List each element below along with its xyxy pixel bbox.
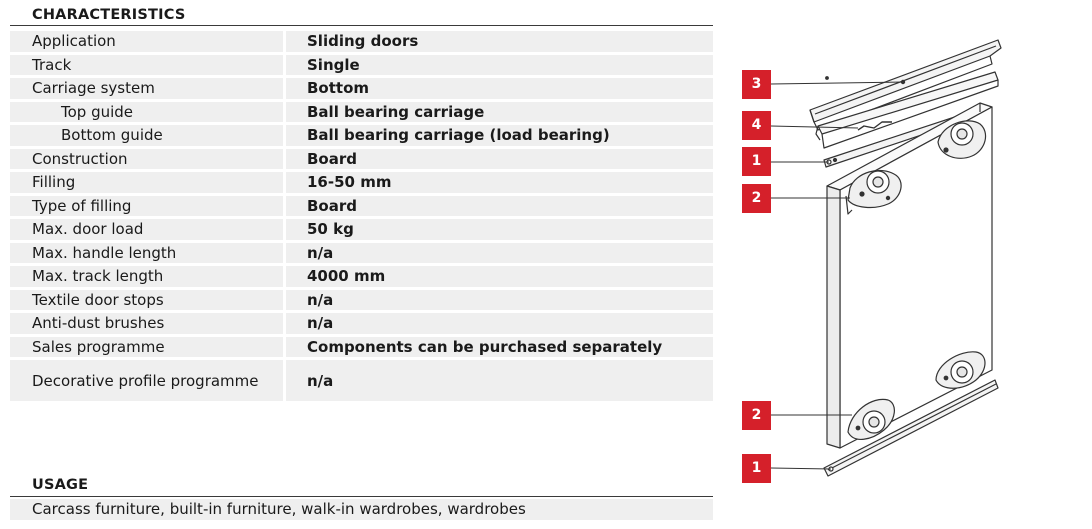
row-value: n/a — [286, 290, 713, 311]
row-value: Bottom — [286, 78, 713, 99]
row-value: Ball bearing carriage (load bearing) — [286, 125, 713, 146]
row-value: Single — [286, 55, 713, 76]
callout-marker-1-bottom: 1 — [742, 454, 771, 483]
row-label: Textile door stops — [10, 290, 283, 311]
row-value: Components can be purchased separately — [286, 337, 713, 358]
row-value: Board — [286, 196, 713, 217]
row-value: 50 kg — [286, 219, 713, 240]
callout-marker-1-top: 1 — [742, 147, 771, 176]
row-label: Carriage system — [10, 78, 283, 99]
characteristics-title: CHARACTERISTICS — [32, 7, 186, 23]
row-value: Ball bearing carriage — [286, 102, 713, 123]
row-label: Max. track length — [10, 266, 283, 287]
row-label: Top guide — [10, 102, 283, 123]
row-label: Anti-dust brushes — [10, 313, 283, 334]
row-value: 16-50 mm — [286, 172, 713, 193]
row-label: Decorative profile programme — [10, 360, 283, 401]
callout-marker-2-bottom: 2 — [742, 401, 771, 430]
row-value: Sliding doors — [286, 31, 713, 52]
row-value: n/a — [286, 243, 713, 264]
row-label: Max. handle length — [10, 243, 283, 264]
row-label: Bottom guide — [10, 125, 283, 146]
row-value: 4000 mm — [286, 266, 713, 287]
row-label: Filling — [10, 172, 283, 193]
usage-text: Carcass furniture, built-in furniture, walk-in wardrobes, wardrobes — [10, 499, 713, 520]
row-label: Construction — [10, 149, 283, 170]
row-value: Board — [286, 149, 713, 170]
row-label: Max. door load — [10, 219, 283, 240]
callout-marker-2-top: 2 — [742, 184, 771, 213]
callout-marker-3: 3 — [742, 70, 771, 99]
row-label: Sales programme — [10, 337, 283, 358]
row-value: n/a — [286, 313, 713, 334]
row-label: Track — [10, 55, 283, 76]
row-label: Application — [10, 31, 283, 52]
callout-marker-4: 4 — [742, 111, 771, 140]
row-value: n/a — [286, 360, 713, 401]
row-label: Type of filling — [10, 196, 283, 217]
usage-title: USAGE — [32, 477, 89, 493]
